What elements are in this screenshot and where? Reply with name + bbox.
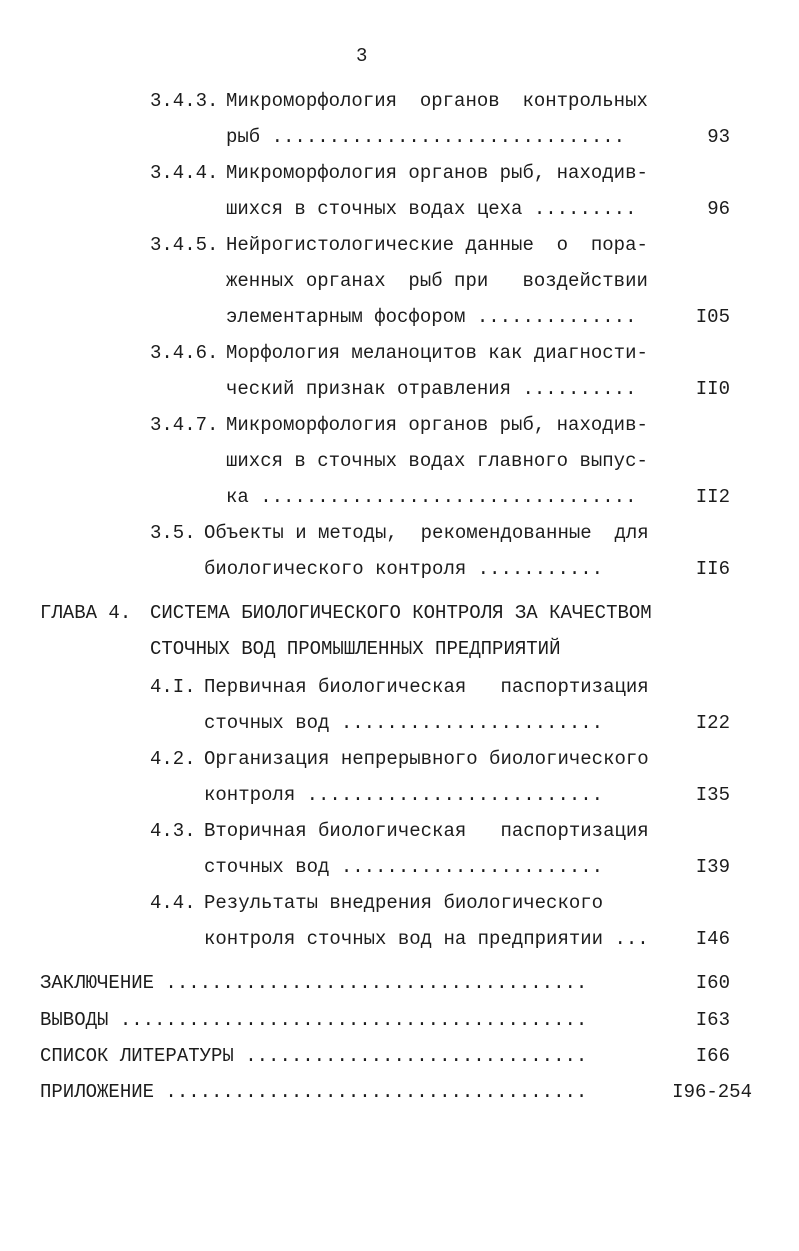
entry-number: 3.5. xyxy=(150,522,196,544)
entry-title-line: Результаты внедрения биологического xyxy=(204,892,604,914)
entry-page: I66 xyxy=(695,1045,730,1067)
entry-title-line: ПРИЛОЖЕНИЕ ..................................... xyxy=(40,1081,588,1103)
entry-page: I22 xyxy=(695,712,730,734)
entry-number: 3.4.7. xyxy=(150,414,219,436)
entry-title-line: женных органах рыб при воздействии xyxy=(226,270,648,292)
entry-title-line: Нейрогистологические данные о пора- xyxy=(226,234,648,256)
entry-title-line: сточных вод ....................... xyxy=(204,712,604,734)
entry-title-line: ческий признак отравления .......... xyxy=(226,378,637,400)
entry-title-line: контроля .......................... xyxy=(204,784,604,806)
page-number: 3 xyxy=(356,45,368,67)
entry-title-line: ЗАКЛЮЧЕНИЕ ..................................... xyxy=(40,972,588,994)
entry-title-line: Организация непрерывного биологического xyxy=(204,748,649,770)
entry-page: II0 xyxy=(695,378,730,400)
entry-number: 3.4.4. xyxy=(150,162,219,184)
entry-number: 3.4.5. xyxy=(150,234,219,256)
entry-title-line: ВЫВОДЫ ......................................... xyxy=(40,1009,588,1031)
entry-title-line: Морфология меланоцитов как диагности- xyxy=(226,342,648,364)
entry-number: 4.2. xyxy=(150,748,196,770)
entry-title-line: Микроморфология органов контрольных xyxy=(226,90,648,112)
entry-page: I63 xyxy=(695,1009,730,1031)
entry-number: 4.4. xyxy=(150,892,196,914)
entry-page: II6 xyxy=(695,558,730,580)
entry-page: I46 xyxy=(695,928,730,950)
entry-title-line: Первичная биологическая паспортизация xyxy=(204,676,649,698)
entry-page: I35 xyxy=(695,784,730,806)
entry-number: 4.I. xyxy=(150,676,196,698)
entry-title-line: биологического контроля ........... xyxy=(204,558,604,580)
entry-title-line: СПИСОК ЛИТЕРАТУРЫ .............................. xyxy=(40,1045,588,1067)
entry-page: 96 xyxy=(707,198,730,220)
entry-page: II2 xyxy=(695,486,730,508)
entry-title-line: ка ................................. xyxy=(226,486,637,508)
entry-title-line: сточных вод ....................... xyxy=(204,856,604,878)
chapter-title-line: СИСТЕМА БИОЛОГИЧЕСКОГО КОНТРОЛЯ ЗА КАЧЕСТВОМ xyxy=(150,602,652,624)
entry-page: I39 xyxy=(695,856,730,878)
entry-title-line: рыб ............................... xyxy=(226,126,626,148)
entry-title-line: шихся в сточных водах главного выпус- xyxy=(226,450,648,472)
entry-page: I96-254 xyxy=(672,1081,752,1103)
chapter-title-line: СТОЧНЫХ ВОД ПРОМЫШЛЕННЫХ ПРЕДПРИЯТИЙ xyxy=(150,638,561,660)
entry-title-line: элементарным фосфором .............. xyxy=(226,306,637,328)
entry-number: 4.3. xyxy=(150,820,196,842)
entry-number: 3.4.3. xyxy=(150,90,219,112)
entry-title-line: Вторичная биологическая паспортизация xyxy=(204,820,649,842)
entry-page: 93 xyxy=(707,126,730,148)
entry-number: 3.4.6. xyxy=(150,342,219,364)
entry-title-line: Микроморфология органов рыб, находив- xyxy=(226,414,648,436)
entry-page: I60 xyxy=(695,972,730,994)
chapter-number: ГЛАВА 4. xyxy=(40,602,132,624)
entry-title-line: контроля сточных вод на предприятии ... xyxy=(204,928,649,950)
entry-title-line: шихся в сточных водах цеха ......... xyxy=(226,198,637,220)
entry-title-line: Объекты и методы, рекомендованные для xyxy=(204,522,649,544)
entry-title-line: Микроморфология органов рыб, находив- xyxy=(226,162,648,184)
entry-page: I05 xyxy=(695,306,730,328)
